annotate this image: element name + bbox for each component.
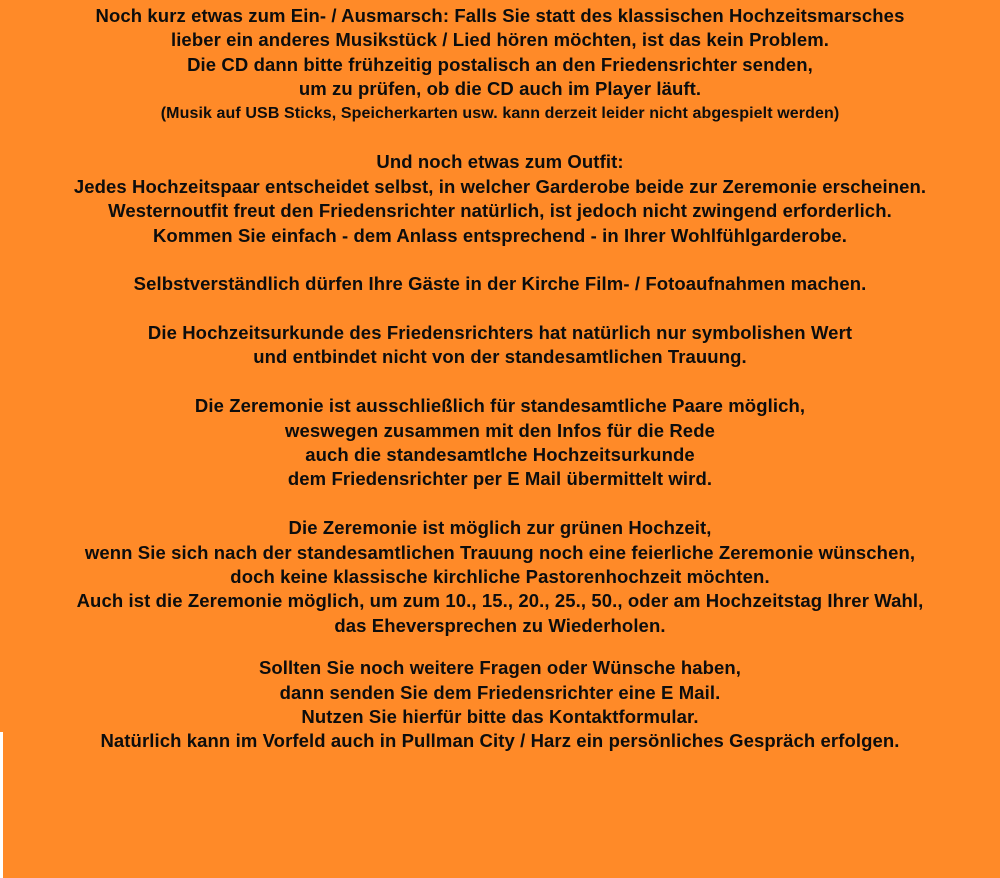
paragraph-gap — [0, 297, 1000, 321]
text-line: Die CD dann bitte frühzeitig postalisch an den Friedensrichter senden, — [187, 53, 813, 75]
left-edge-strip — [0, 732, 3, 878]
text-line: Die Hochzeitsurkunde des Friedensrichters hat natürlich nur symbolishen Wert — [147, 322, 853, 344]
text-line: Jedes Hochzeitspaar entscheidet selbst, in welcher Garderobe beide zur Zeremonie erscheinen. — [73, 175, 927, 197]
text-line: doch keine klassische kirchliche Pastorenhochzeit möchten. — [230, 565, 770, 587]
text-line: Noch kurz etwas zum Ein- / Ausmarsch: Falls Sie statt des klassischen Hochzeitsmarsches — [95, 5, 905, 26]
text-line: auch die standesamtlche Hochzeitsurkunde — [305, 444, 695, 466]
text-line: lieber ein anderes Musikstück / Lied hören möchten, ist das kein Problem. — [170, 29, 830, 51]
paragraph-green-wedding — [0, 516, 1000, 638]
paragraph-certificate — [0, 321, 1000, 370]
paragraph-contact — [0, 656, 1000, 754]
text-line: dann senden Sie dem Friedensrichter eine E Mail. — [279, 681, 721, 703]
text-line-note: (Musik auf USB Sticks, Speicherkarten usw. kann derzeit leider nicht abgespielt werden) — [160, 104, 840, 122]
text-line: Westernoutfit freut den Friedensrichter natürlich, ist jedoch nicht zwingend erforderlich. — [108, 200, 892, 222]
paragraph-photos — [0, 272, 1000, 296]
paragraph-gap — [0, 248, 1000, 272]
text-line: das Eheversprechen zu Wiederholen. — [334, 614, 666, 636]
text-line-heading: Und noch etwas zum Outfit: — [376, 151, 624, 173]
text-line: Natürlich kann im Vorfeld auch in Pullman City / Harz ein persönliches Gespräch erfolgen. — [100, 730, 900, 752]
text-line: Die Zeremonie ist möglich zur grünen Hochzeit, — [288, 517, 712, 539]
paragraph-gap — [0, 126, 1000, 150]
text-line: Die Zeremonie ist ausschließlich für standesamtliche Paare möglich, — [194, 395, 806, 417]
text-line: und entbindet nicht von der standesamtlichen Trauung. — [253, 346, 747, 368]
text-line: Auch ist die Zeremonie möglich, um zum 10., 15., 20., 25., 50., oder am Hochzeitstag Ihrer Wahl, — [76, 590, 924, 612]
paragraph-gap — [0, 370, 1000, 394]
text-line: dem Friedensrichter per E Mail übermittelt wird. — [287, 468, 713, 490]
paragraph-outfit — [0, 150, 1000, 248]
paragraph-gap — [0, 638, 1000, 656]
text-line: um zu prüfen, ob die CD auch im Player läuft. — [298, 78, 702, 100]
text-line: Nutzen Sie hierfür bitte das Kontaktformular. — [301, 705, 699, 727]
text-line: Selbstverständlich dürfen Ihre Gäste in der Kirche Film- / Fotoaufnahmen machen. — [133, 273, 867, 295]
text-line: Kommen Sie einfach - dem Anlass entsprechend - in Ihrer Wohlfühlgarderobe. — [152, 224, 848, 246]
text-line: wenn Sie sich nach der standesamtlichen Trauung noch eine feierliche Zeremonie wünschen, — [84, 541, 916, 563]
text-line: weswegen zusammen mit den Infos für die Rede — [285, 419, 715, 441]
paragraph-music — [0, 4, 1000, 126]
paragraph-civil-couples — [0, 394, 1000, 492]
paragraph-gap — [0, 492, 1000, 516]
text-line: Sollten Sie noch weitere Fragen oder Wünsche haben, — [258, 657, 742, 679]
